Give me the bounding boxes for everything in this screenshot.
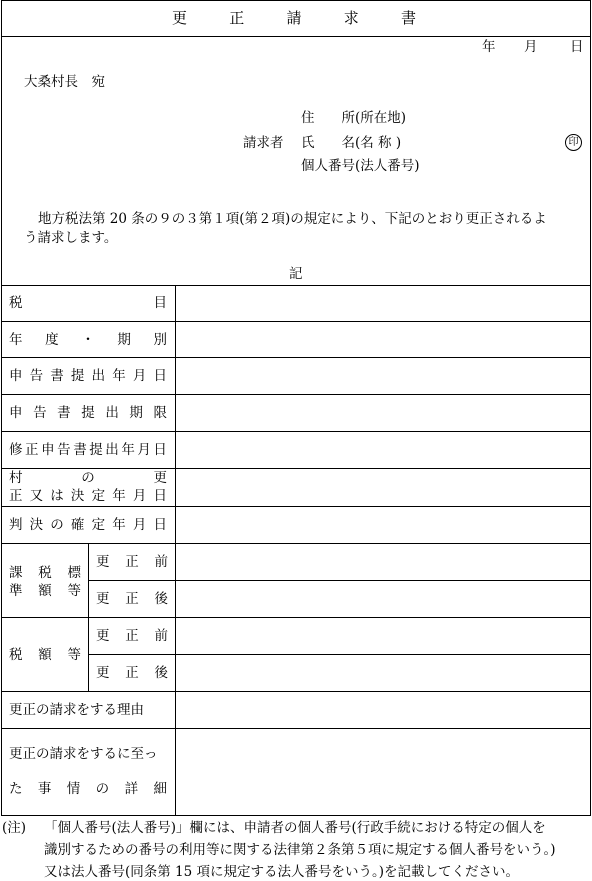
label-char: 等 xyxy=(67,583,81,599)
label-char: 更 xyxy=(96,628,110,644)
label-char: 年 xyxy=(112,488,126,504)
row-label-tax-base-line-1 xyxy=(9,565,81,581)
name-label: 氏 名(名 称 ) xyxy=(301,135,402,151)
label-char: 税 xyxy=(9,647,23,663)
label-char: 年 xyxy=(112,517,126,533)
date-day: 日 xyxy=(570,39,584,55)
input-judgment-date[interactable] xyxy=(176,507,590,543)
label-char: 告 xyxy=(29,368,44,384)
seal-mark: 印 xyxy=(565,134,582,151)
note-prefix: (注) xyxy=(2,820,27,836)
date-month: 月 xyxy=(524,39,538,55)
row-label-village-line-1 xyxy=(9,470,167,486)
label-char: 出 xyxy=(105,405,119,421)
label-char: 提 xyxy=(70,368,85,384)
input-tax-base-after[interactable] xyxy=(176,581,590,617)
input-details[interactable] xyxy=(176,729,590,815)
label-char: 年 xyxy=(121,442,135,458)
label-char: 定 xyxy=(91,517,106,533)
input-filing-date[interactable] xyxy=(176,358,590,394)
label-char: 準 xyxy=(9,583,23,599)
label-char: 前 xyxy=(154,554,168,570)
row-label-filing-deadline xyxy=(9,405,167,421)
input-filing-deadline[interactable] xyxy=(176,395,590,431)
label-char: 正 xyxy=(125,591,139,607)
label-char: 後 xyxy=(154,665,168,681)
input-tax-amount-after[interactable] xyxy=(176,655,590,691)
address-label: 住 所(所在地) xyxy=(301,110,407,126)
label-char: 更 xyxy=(172,9,188,27)
label-char: 村 xyxy=(9,470,23,486)
label-char: 正 xyxy=(125,554,139,570)
label-char: 月 xyxy=(132,368,147,384)
input-tax-base-before[interactable] xyxy=(176,544,590,580)
note-line-1: 「個人番号(法人番号)」欄には、申請者の個人番号(行政手続における特定の個人を xyxy=(44,820,546,836)
date-year: 年 xyxy=(482,39,496,55)
label-char: 正 xyxy=(125,665,139,681)
sub-label-tax-base-before xyxy=(96,554,168,570)
label-char: の xyxy=(95,781,110,797)
form-border-top xyxy=(1,0,591,1)
statement-line-2: う請求します。 xyxy=(24,230,118,246)
label-char: 情 xyxy=(66,781,81,797)
label-char: 出 xyxy=(105,442,119,458)
label-char: 出 xyxy=(91,368,106,384)
label-char: 書 xyxy=(400,9,416,27)
sub-label-tax-amount-after xyxy=(96,665,168,681)
form-border-right xyxy=(590,0,591,815)
label-char: 定 xyxy=(91,488,106,504)
label-char: 更 xyxy=(96,554,110,570)
label-char: 告 xyxy=(57,442,71,458)
row-label-judgment-date xyxy=(9,517,167,533)
label-char: 事 xyxy=(37,781,52,797)
label-char: 標 xyxy=(67,565,81,581)
label-char: 限 xyxy=(153,405,167,421)
label-char: 月 xyxy=(132,517,147,533)
label-char: 期 xyxy=(129,405,143,421)
label-char: 年 xyxy=(112,368,126,384)
label-char: 正 xyxy=(125,628,139,644)
label-char: 判 xyxy=(9,517,23,533)
label-char: 更 xyxy=(96,665,110,681)
label-char: の xyxy=(81,470,95,486)
requester-label: 請求者 xyxy=(243,135,284,151)
row-label-village-line-2 xyxy=(9,488,167,504)
label-char: は xyxy=(50,488,64,504)
input-village-decision-date[interactable] xyxy=(176,469,590,506)
label-char: 日 xyxy=(153,488,167,504)
label-char: 更 xyxy=(153,470,167,486)
form-border-bottom xyxy=(1,815,591,816)
label-char: 請 xyxy=(286,9,302,27)
label-char: 年 xyxy=(9,332,23,348)
label-char: 書 xyxy=(50,368,64,384)
label-char: 書 xyxy=(73,442,87,458)
label-char: 前 xyxy=(154,628,168,644)
label-char: 決 xyxy=(29,517,44,533)
label-char: 課 xyxy=(9,565,23,581)
label-char: ・ xyxy=(81,332,95,348)
label-char: 日 xyxy=(153,517,167,533)
label-char: 正 xyxy=(25,442,39,458)
form-border-left xyxy=(1,0,2,815)
ki-label: 記 xyxy=(289,266,303,282)
form-title xyxy=(172,10,416,26)
label-char: 日 xyxy=(153,442,167,458)
row-label-fiscal-period xyxy=(9,332,167,348)
label-char: 月 xyxy=(132,488,147,504)
label-char: 申 xyxy=(41,442,55,458)
row-label-details-line-2 xyxy=(9,781,167,797)
label-char: 詳 xyxy=(124,781,139,797)
input-fiscal-period[interactable] xyxy=(176,322,590,357)
label-char: 求 xyxy=(343,9,359,27)
label-char: 正 xyxy=(229,9,245,27)
label-char: 更 xyxy=(96,591,110,607)
row-label-amended-filing-date xyxy=(9,442,167,458)
label-char: 修 xyxy=(9,442,23,458)
label-char: 申 xyxy=(9,405,23,421)
row-label-tax-amount xyxy=(9,647,81,663)
personal-number-label: 個人番号(法人番号) xyxy=(301,158,420,174)
row-label-details-line-1: 更正の請求をするに至っ xyxy=(9,746,158,762)
label-char: 別 xyxy=(153,332,167,348)
label-char: 提 xyxy=(89,442,103,458)
sub-label-tax-base-after xyxy=(96,591,168,607)
label-char: 又 xyxy=(29,488,44,504)
addressee: 大桑村長 宛 xyxy=(24,74,105,90)
label-char: 正 xyxy=(9,488,23,504)
label-char: 税 xyxy=(38,565,52,581)
statement-line-1: 地方税法第 20 条の９の３第１項(第２項)の規定により、下記のとおり更正されるよ xyxy=(38,211,547,227)
label-char: 後 xyxy=(154,591,168,607)
note-line-3: 又は法人番号(同条第 15 項に規定する法人番号をいう。)を記載してください。 xyxy=(44,864,520,880)
label-char: 期 xyxy=(117,332,131,348)
title-divider xyxy=(1,36,591,37)
row-label-filing-date xyxy=(9,368,167,384)
label-char: 額 xyxy=(38,583,52,599)
label-char: 書 xyxy=(57,405,71,421)
label-char: た xyxy=(9,781,23,797)
input-tax-item[interactable] xyxy=(176,286,590,321)
input-amended-filing-date[interactable] xyxy=(176,432,590,468)
note-line-2: 識別するための番号の利用等に関する法律第２条第５項に規定する個人番号をいう。) xyxy=(44,842,556,858)
label-char: 目 xyxy=(153,295,167,311)
label-char: 提 xyxy=(81,405,95,421)
label-char: 決 xyxy=(70,488,85,504)
label-char: 申 xyxy=(9,368,23,384)
label-char: の xyxy=(50,517,64,533)
label-char: 日 xyxy=(153,368,167,384)
label-char: 額 xyxy=(38,647,52,663)
label-char: 等 xyxy=(67,647,81,663)
label-char: 細 xyxy=(153,781,167,797)
row-label-tax-item xyxy=(9,295,167,311)
label-char: 税 xyxy=(9,295,23,311)
label-char: 月 xyxy=(137,442,151,458)
row-label-tax-base-line-2 xyxy=(9,583,81,599)
label-char: 度 xyxy=(45,332,59,348)
label-char: 確 xyxy=(70,517,85,533)
sub-label-tax-amount-before xyxy=(96,628,168,644)
input-reason[interactable] xyxy=(176,692,590,728)
input-tax-amount-before[interactable] xyxy=(176,618,590,654)
label-char: 告 xyxy=(33,405,47,421)
row-label-reason: 更正の請求をする理由 xyxy=(9,702,144,718)
